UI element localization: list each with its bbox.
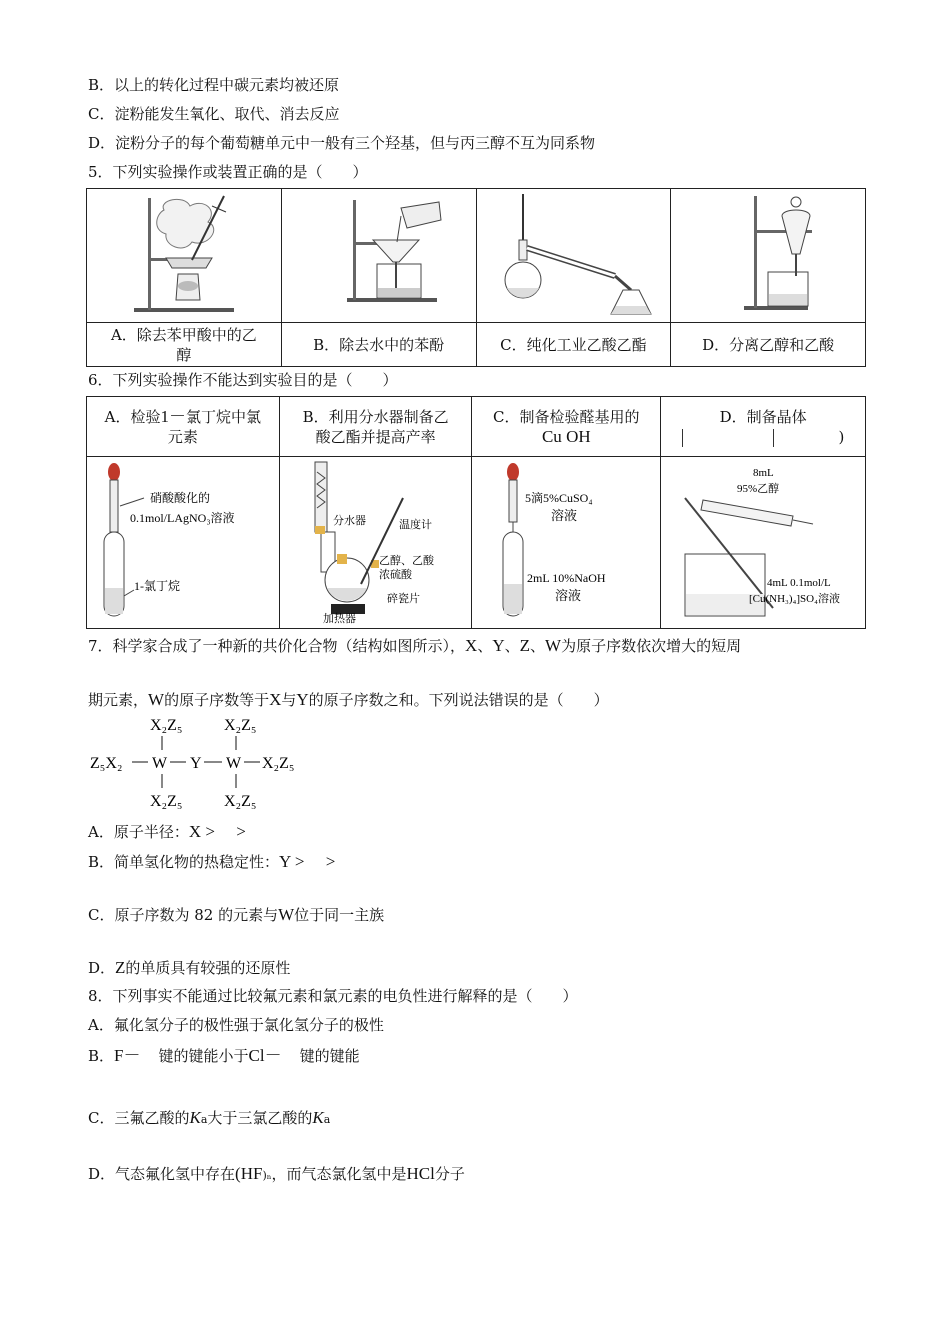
test-tube-cuso4-icon [475,458,657,624]
q6-header-a: A．检验1－氯丁烷中氯 元素 [87,397,280,457]
q6-header-d: D．制备晶体 ) [661,397,866,457]
q8-option-d: D．气态氟化氢中存在(HF)ₙ，而气态氯化氢中是HCl分子 [88,1164,465,1183]
q7-structure-diagram [88,712,318,812]
q7-stem-line1: 7．科学家合成了一种新的共价化合物（结构如图所示），X、Y、Z、W为原子序数依次增大的短周 [88,636,742,655]
svg-text:0.1mol/LAgNO₃溶液: 0.1mol/LAgNO₃溶液 [129,510,235,525]
svg-text:[Cu(NH₃)₄]SO₄溶液: [Cu(NH₃)₄]SO₄溶液 [749,592,841,605]
distillation-sublimation-apparatus-icon [94,190,274,318]
beaker-pipette-icon [663,458,863,624]
q4-option-b: B．以上的转化过程中碳元素均被还原 [88,76,340,94]
q5-image-a [87,189,282,323]
separatory-funnel-icon [678,190,858,318]
q6-stem: 6．下列实验操作不能达到实验目的是（ ） [88,371,398,389]
q7-option-b: B．简单氢化物的热稳定性：Y > > [88,852,336,871]
q6-table [86,396,866,629]
test-tube-dropper-icon [90,458,276,624]
formula-bracket [682,429,774,447]
q4-option-d: D．淀粉分子的每个葡萄糖单元中一般有三个羟基，但与丙三醇不互为同系物 [88,134,596,152]
svg-text:X₂Z₅: X₂Z₅ [150,793,183,810]
filtration-apparatus-icon [289,190,469,318]
q5-caption-d: D．分离乙醇和乙酸 [671,323,866,367]
svg-text:1-氯丁烷: 1-氯丁烷 [133,578,180,593]
q6-header-b: B．利用分水器制备乙 酸乙酯并提高产率 [279,397,472,457]
svg-text:8mL: 8mL [753,466,774,479]
q6-image-d [661,457,866,629]
svg-text:溶液: 溶液 [555,587,582,603]
q7-option-a: A．原子半径：X > > [88,822,246,841]
svg-text:溶液: 溶液 [551,507,578,523]
q5-stem: 5．下列实验操作或装置正确的是（ ） [88,163,368,181]
q5-table [86,188,866,367]
q6-image-b [279,457,472,629]
distillation-condenser-icon [483,190,663,318]
q5-image-b [281,189,476,323]
svg-text:浓硫酸: 浓硫酸 [378,568,412,581]
svg-text:X₂Z₅: X₂Z₅ [262,755,295,772]
q8-stem: 8．下列事实不能通过比较氟元素和氯元素的电负性进行解释的是（ ） [88,987,578,1005]
svg-text:X₂Z₅: X₂Z₅ [150,717,183,734]
svg-text:温度计: 温度计 [398,518,432,531]
q6-image-c [472,457,661,629]
svg-text:乙醇、乙酸: 乙醇、乙酸 [378,554,434,567]
svg-text:4mL 0.1mol/L: 4mL 0.1mol/L [767,576,831,589]
q5-image-c [476,189,671,323]
q8-option-a: A．氟化氢分子的极性强于氯化氢分子的极性 [88,1016,384,1034]
q6-header-c: C．制备检验醛基用的 Cu OH [472,397,661,457]
svg-text:Y: Y [190,755,202,772]
svg-text:W: W [226,755,242,772]
q5-caption-a: A．除去苯甲酸中的乙 醇 [87,323,282,367]
svg-text:分水器: 分水器 [332,514,366,527]
q7-option-d: D．Z的单质具有较强的还原性 [88,958,291,977]
water-separator-apparatus-icon [283,458,469,624]
q7-stem-line2: 期元素，W的原子序数等于X与Y的原子序数之和。下列说法错误的是（ ） [88,690,609,709]
svg-text:X₂Z₅: X₂Z₅ [224,793,257,810]
svg-text:加热器: 加热器 [322,612,356,624]
q8-option-c: C．三氟乙酸的Ka大于三氯乙酸的Ka [88,1108,331,1127]
q6-image-a [87,457,280,629]
q4-option-c: C．淀粉能发生氧化、取代、消去反应 [88,105,340,123]
svg-text:硝酸酸化的: 硝酸酸化的 [149,490,210,505]
svg-text:X₂Z₅: X₂Z₅ [224,717,257,734]
q5-image-d [671,189,866,323]
q7-option-c: C．原子序数为 82 的元素与W位于同一主族 [88,905,385,924]
svg-text:2mL 10%NaOH: 2mL 10%NaOH [527,570,606,585]
svg-text:碎瓷片: 碎瓷片 [386,592,420,605]
svg-text:95%乙醇: 95%乙醇 [737,482,780,495]
q5-caption-b: B．除去水中的苯酚 [281,323,476,367]
svg-text:Z₅X₂: Z₅X₂ [90,755,123,772]
q5-caption-c: C．纯化工业乙酸乙酯 [476,323,671,367]
q8-option-b: B．F－ 键的键能小于Cl－ 键的键能 [88,1046,360,1065]
svg-text:5滴5%CuSO₄: 5滴5%CuSO₄ [525,490,593,505]
svg-text:W: W [152,755,168,772]
